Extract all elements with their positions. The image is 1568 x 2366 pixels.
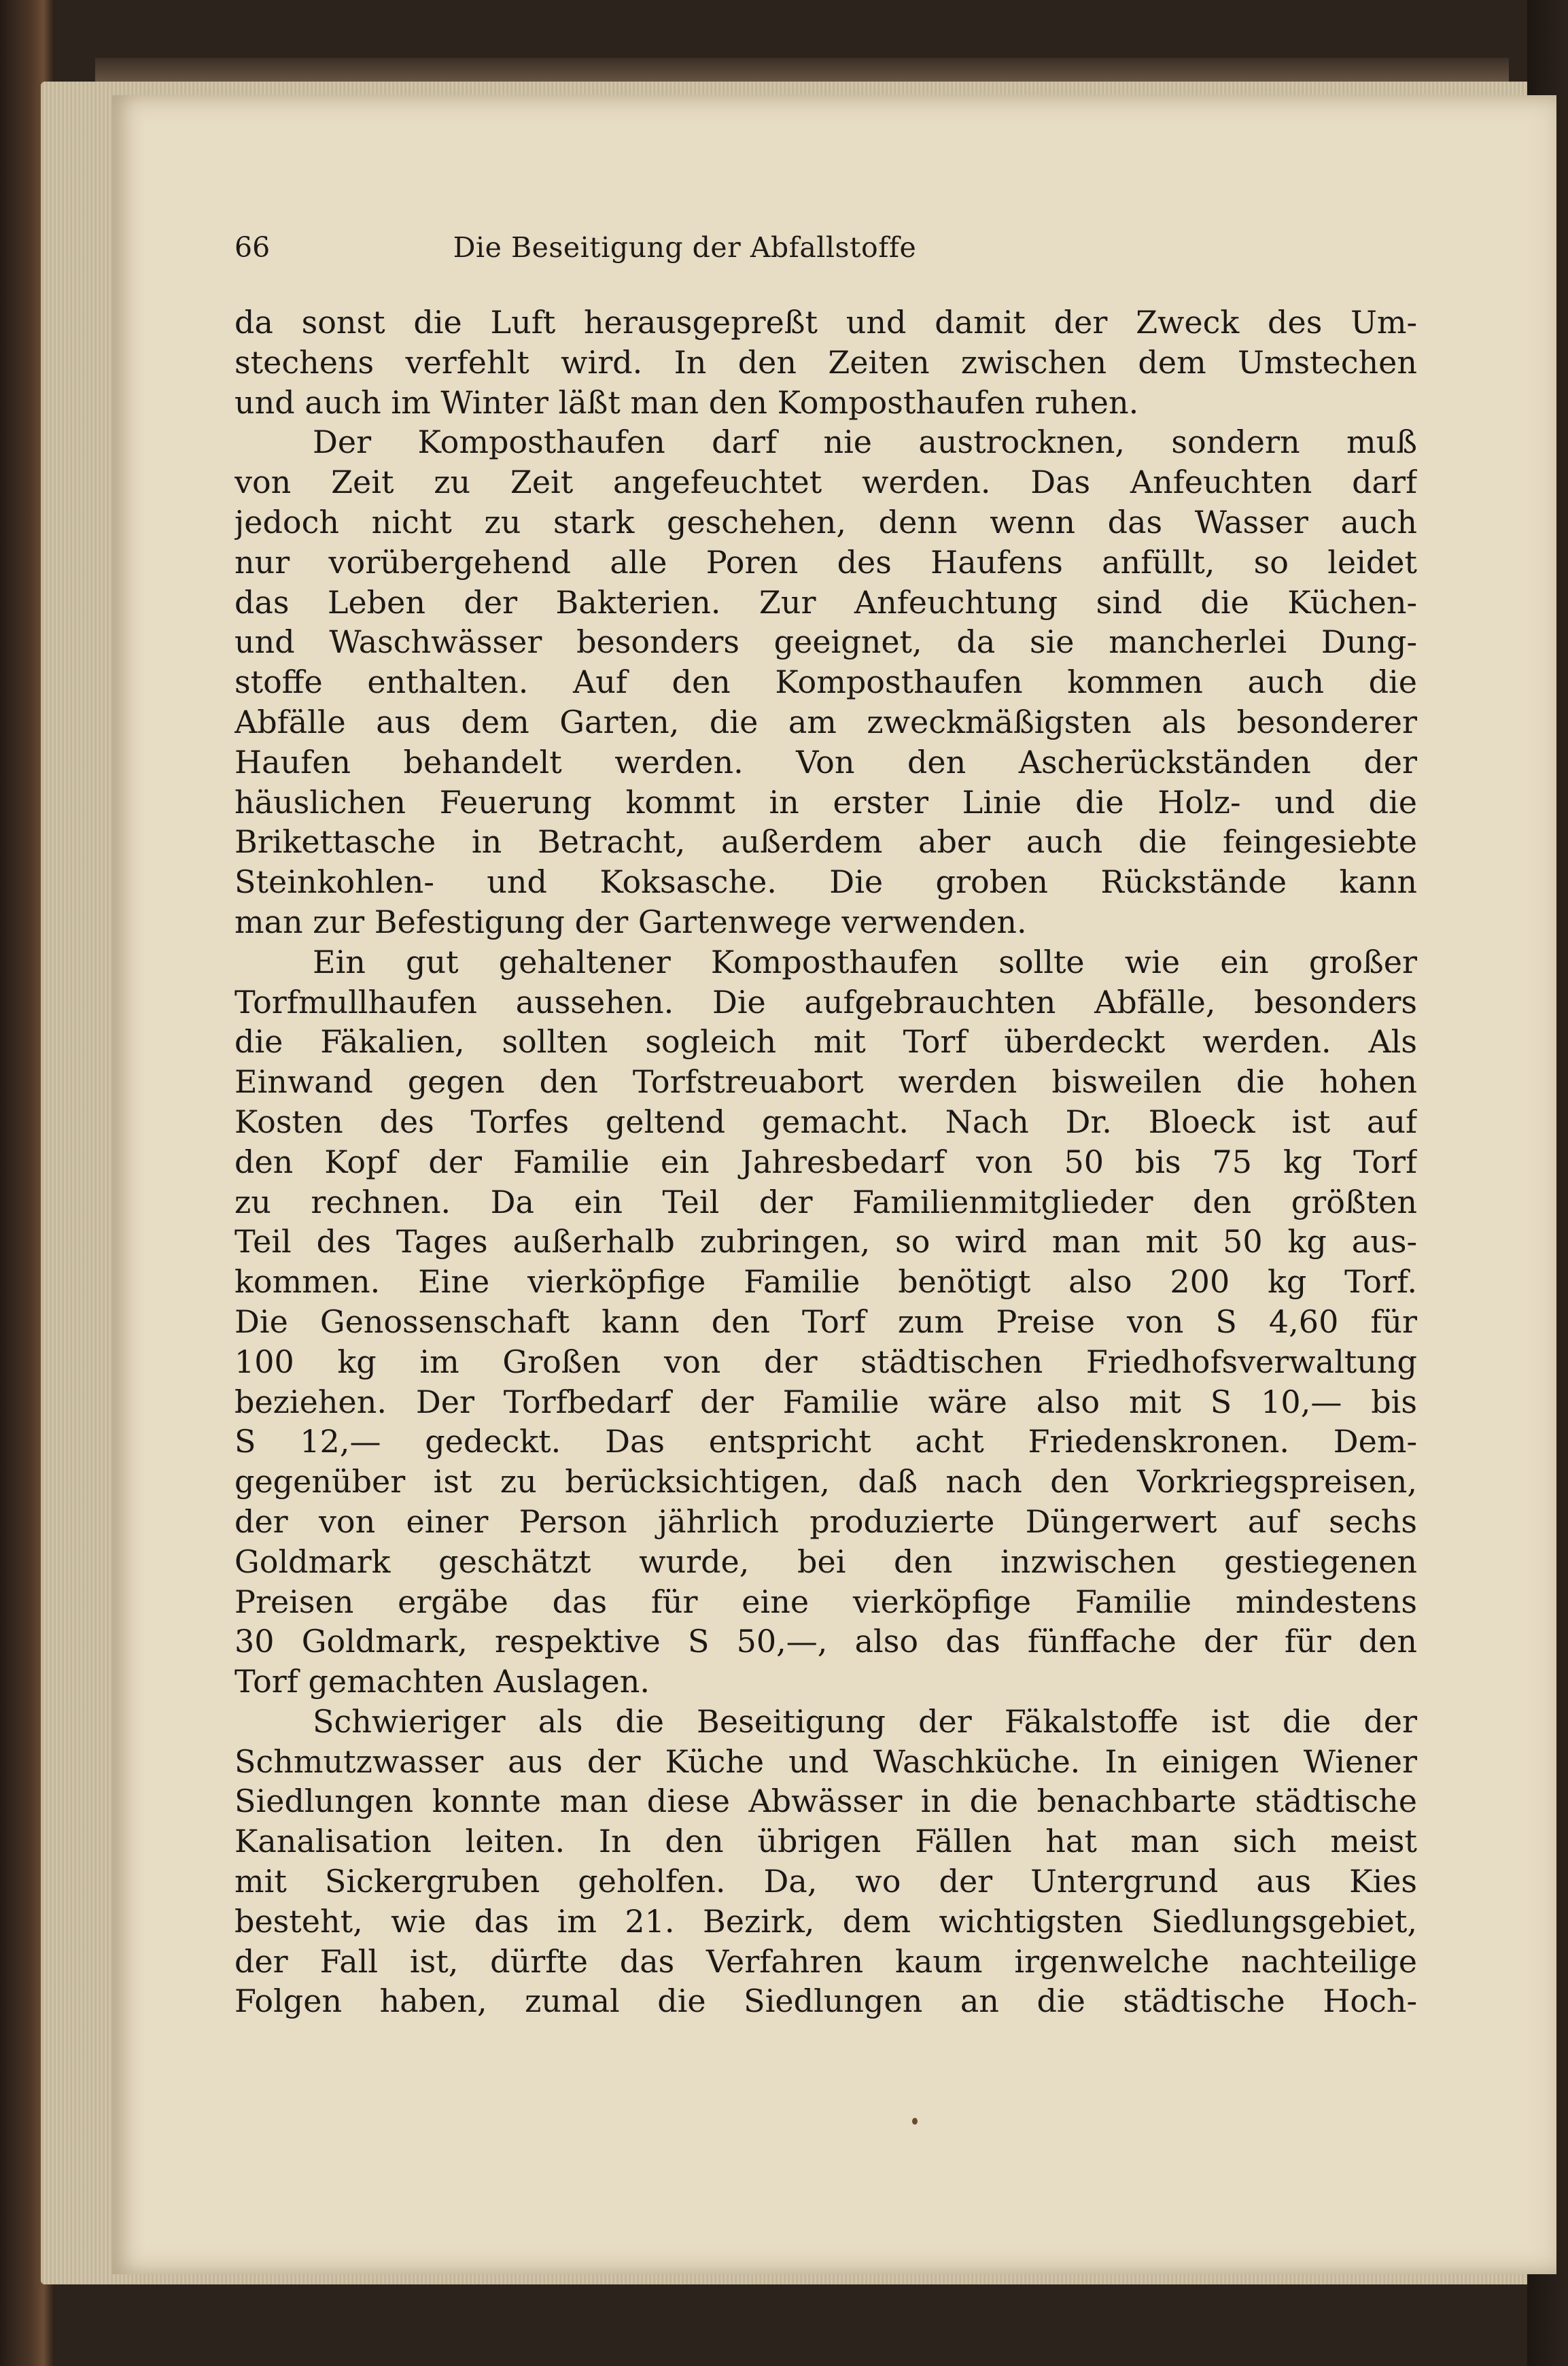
text-line: von Zeit zu Zeit angefeuchtet werden. Das Anfeuchten darf (234, 464, 1417, 501)
text-line: Kosten des Torfes geltend gemacht. Nach Dr. Bloeck ist auf (234, 1103, 1417, 1140)
text-line: stoffe enthalten. Auf den Komposthaufen kommen auch die (234, 664, 1417, 701)
text-line: 100 kg im Großen von der städtischen Friedhofsverwaltung (234, 1343, 1417, 1380)
text-line: stechens verfehlt wird. In den Zeiten zwischen dem Umstechen (234, 343, 1417, 381)
text-line: besteht, wie das im 21. Bezirk, dem wichtigsten Siedlungsgebiet, (234, 1902, 1417, 1940)
text-line: beziehen. Der Torfbedarf der Familie wäre also mit S 10,— bis (234, 1383, 1417, 1420)
text-line: Torfmullhaufen aussehen. Die aufgebrauchten Abfälle, besonders (234, 983, 1417, 1021)
text-line: da sonst die Luft herausgepreßt und damit der Zweck des Um- (234, 304, 1417, 341)
text-line: Folgen haben, zumal die Siedlungen an die städtische Hoch- (234, 1983, 1417, 2020)
text-line: häuslichen Feuerung kommt in erster Linie die Holz- und die (234, 783, 1417, 821)
text-line: Teil des Tages außerhalb zubringen, so wird man mit 50 kg aus- (234, 1223, 1417, 1261)
text-line: der von einer Person jährlich produzierte Düngerwert auf sechs (234, 1503, 1417, 1540)
text-line: Preisen ergäbe das für eine vierköpfige Familie mindestens (234, 1583, 1417, 1620)
text-line: gegenüber ist zu berücksichtigen, daß nach den Vorkriegspreisen, (234, 1463, 1417, 1501)
text-line: das Leben der Bakterien. Zur Anfeuchtung sind die Küchen- (234, 583, 1417, 621)
text-line: nur vorübergehend alle Poren des Haufens anfüllt, so leidet (234, 543, 1417, 581)
text-line: Kanalisation leiten. In den übrigen Fällen hat man sich meist (234, 1823, 1417, 1860)
text-line: Ein gut gehaltener Komposthaufen sollte wie ein großer (313, 943, 1417, 980)
page-header (234, 231, 1135, 286)
text-line: Die Genossenschaft kann den Torf zum Preise von S 4,60 für (234, 1303, 1417, 1340)
text-line: Einwand gegen den Torfstreuabort werden bisweilen die hohen (234, 1063, 1417, 1101)
text-line: mit Sickergruben geholfen. Da, wo der Untergrund aus Kies (234, 1863, 1417, 1900)
text-line: kommen. Eine vierköpfige Familie benötigt also 200 kg Torf. (234, 1263, 1417, 1301)
text-line: Torf gemachten Auslagen. (234, 1663, 650, 1700)
text-line: Siedlungen konnte man diese Abwässer in die benachbarte städtische (234, 1783, 1417, 1820)
running-title: Die Beseitigung der Abfallstoffe (453, 231, 917, 264)
text-line: den Kopf der Familie ein Jahresbedarf von 50 bis 75 kg Torf (234, 1143, 1417, 1180)
ink-speck (912, 2118, 918, 2125)
text-line: und auch im Winter läßt man den Komposthaufen ruhen. (234, 383, 1139, 421)
text-line: jedoch nicht zu stark geschehen, denn wenn das Wasser auch (234, 503, 1417, 541)
text-line: Brikettasche in Betracht, außerdem aber auch die feingesiebte (234, 823, 1417, 861)
text-line: und Waschwässer besonders geeignet, da sie mancherlei Dung- (234, 623, 1417, 661)
text-line: 30 Goldmark, respektive S 50,—, also das fünffache der für den (234, 1623, 1417, 1660)
text-line: zu rechnen. Da ein Teil der Familienmitglieder den größten (234, 1183, 1417, 1220)
page-number: 66 (234, 231, 271, 264)
text-line: Steinkohlen- und Koksasche. Die groben Rückstände kann (234, 863, 1417, 901)
text-line: Schwieriger als die Beseitigung der Fäkalstoffe ist die der (313, 1702, 1417, 1740)
text-line: man zur Befestigung der Gartenwege verwenden. (234, 903, 1027, 940)
text-line: der Fall ist, dürfte das Verfahren kaum irgenwelche nachteilige (234, 1942, 1417, 1980)
text-line: S 12,— gedeckt. Das entspricht acht Friedenskronen. Dem- (234, 1423, 1417, 1460)
body-text (234, 303, 1417, 2021)
text-line: Goldmark geschätzt wurde, bei den inzwischen gestiegenen (234, 1543, 1417, 1580)
text-line: Haufen behandelt werden. Von den Ascherückständen der (234, 743, 1417, 781)
text-line: die Fäkalien, sollten sogleich mit Torf überdeckt werden. Als (234, 1023, 1417, 1061)
text-line: Abfälle aus dem Garten, die am zweckmäßigsten als besonderer (234, 703, 1417, 740)
text-line: Schmutzwasser aus der Küche und Waschküche. In einigen Wiener (234, 1743, 1417, 1780)
text-line: Der Komposthaufen darf nie austrocknen, sondern muß (313, 424, 1417, 461)
